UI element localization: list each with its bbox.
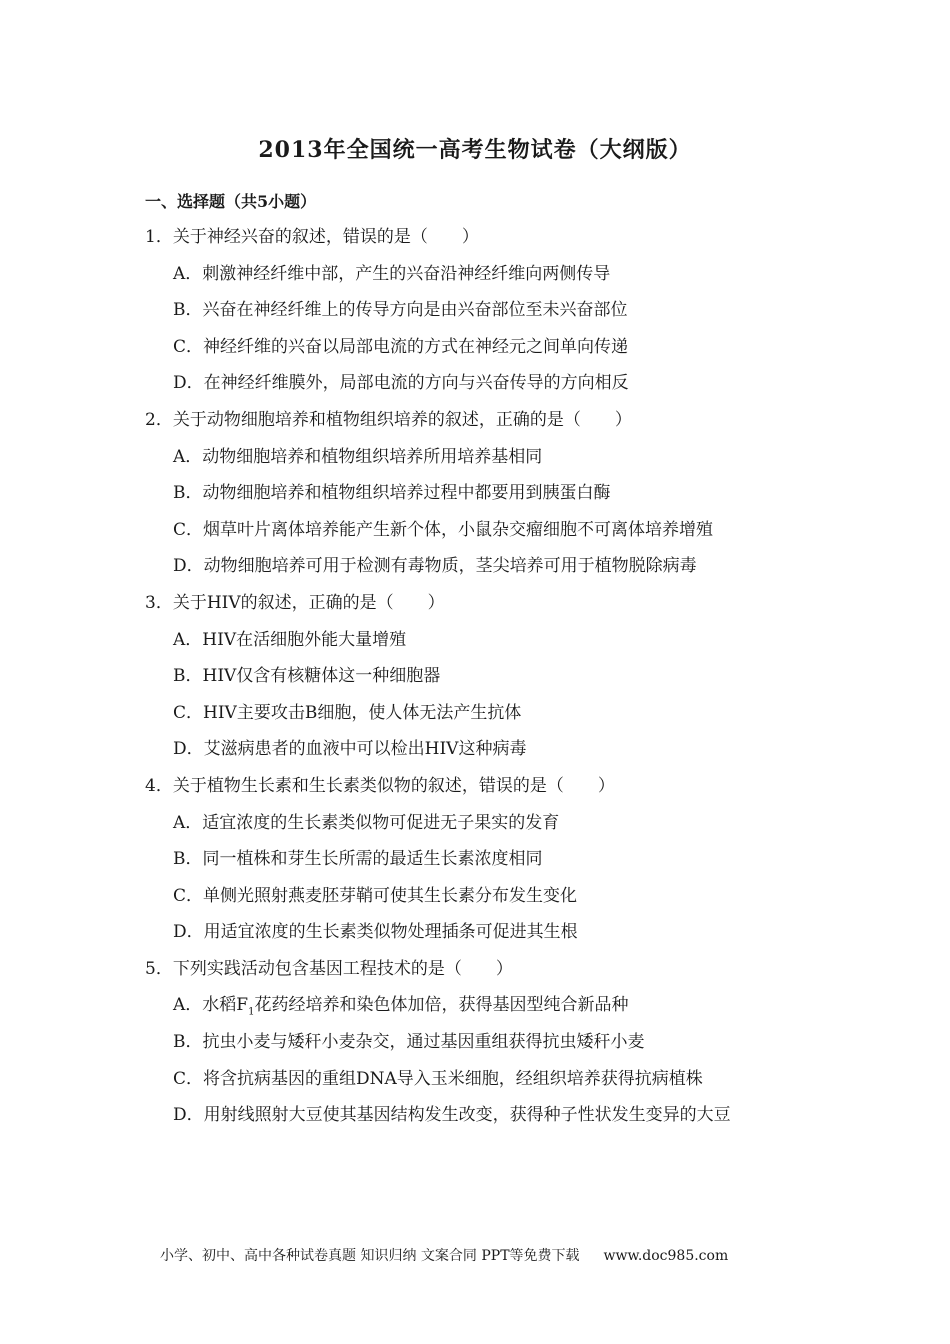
question-stem: 4．关于植物生长素和生长素类似物的叙述，错误的是（ ） xyxy=(145,775,615,796)
option-b: B．抗虫小麦与矮秆小麦杂交，通过基因重组获得抗虫矮秆小麦 xyxy=(173,1032,645,1053)
question-5 xyxy=(145,955,845,1138)
question-1 xyxy=(145,223,845,406)
question-stem: 1．关于神经兴奋的叙述，错误的是（ ） xyxy=(145,227,479,247)
option-d: D．艾滋病患者的血液中可以检出HIV这种病毒 xyxy=(173,739,527,760)
option-a: A．适宜浓度的生长素类似物可促进无子果实的发育 xyxy=(173,812,560,833)
page-footer xyxy=(160,1245,728,1265)
option-d: D．用射线照射大豆使其基因结构发生改变，获得种子性状发生变异的大豆 xyxy=(173,1105,731,1126)
question-2 xyxy=(145,406,845,589)
question-4 xyxy=(145,772,845,955)
question-list xyxy=(145,223,845,1138)
footer-text: 小学、初中、高中各种试卷真题 知识归纳 文案合同 PPT等免费下载 xyxy=(160,1248,580,1264)
option-c: C．将含抗病基因的重组DNA导入玉米细胞，经组织培养获得抗病植株 xyxy=(173,1068,703,1089)
option-b: B．兴奋在神经纤维上的传导方向是由兴奋部位至未兴奋部位 xyxy=(173,300,628,321)
question-stem: 2．关于动物细胞培养和植物组织培养的叙述，正确的是（ ） xyxy=(145,409,632,430)
option-d: D．用适宜浓度的生长素类似物处理插条可促进其生根 xyxy=(173,922,578,943)
option-b: B．动物细胞培养和植物组织培养过程中都要用到胰蛋白酶 xyxy=(173,483,611,504)
subscript: 1 xyxy=(248,1006,255,1018)
option-a: A．动物细胞培养和植物组织培养所用培养基相同 xyxy=(173,446,543,467)
option-b: B．同一植株和芽生长所需的最适生长素浓度相同 xyxy=(173,849,543,870)
option-a xyxy=(145,991,845,1028)
option-d: D．动物细胞培养可用于检测有毒物质，茎尖培养可用于植物脱除病毒 xyxy=(173,556,697,577)
question-stem: 3．关于HIV的叙述，正确的是（ ） xyxy=(145,592,445,613)
footer-url[interactable]: www.doc985.com xyxy=(603,1248,729,1264)
option-c: C．烟草叶片离体培养能产生新个体，小鼠杂交瘤细胞不可离体培养增殖 xyxy=(173,519,714,540)
option-a-prefix: A．水稻F xyxy=(173,995,249,1016)
question-3 xyxy=(145,589,845,772)
option-a-rest: 花药经培养和染色体加倍，获得基因型纯合新品种 xyxy=(254,995,629,1016)
option-d: D．在神经纤维膜外，局部电流的方向与兴奋传导的方向相反 xyxy=(173,373,629,394)
option-a: A．刺激神经纤维中部，产生的兴奋沿神经纤维向两侧传导 xyxy=(173,263,611,284)
option-c: C．神经纤维的兴奋以局部电流的方式在神经元之间单向传递 xyxy=(173,336,629,357)
option-b: B．HIV仅含有核糖体这一种细胞器 xyxy=(173,666,441,687)
option-c: C．HIV主要攻击B细胞，使人体无法产生抗体 xyxy=(173,702,522,723)
option-a: A．HIV在活细胞外能大量增殖 xyxy=(173,629,407,650)
section-heading: 一、选择题（共5小题） xyxy=(145,192,317,211)
document-title: 2013年全国统一高考生物试卷（大纲版） xyxy=(258,137,692,163)
option-c: C．单侧光照射燕麦胚芽鞘可使其生长素分布发生变化 xyxy=(173,885,578,906)
question-stem: 5．下列实践活动包含基因工程技术的是（ ） xyxy=(145,958,513,979)
